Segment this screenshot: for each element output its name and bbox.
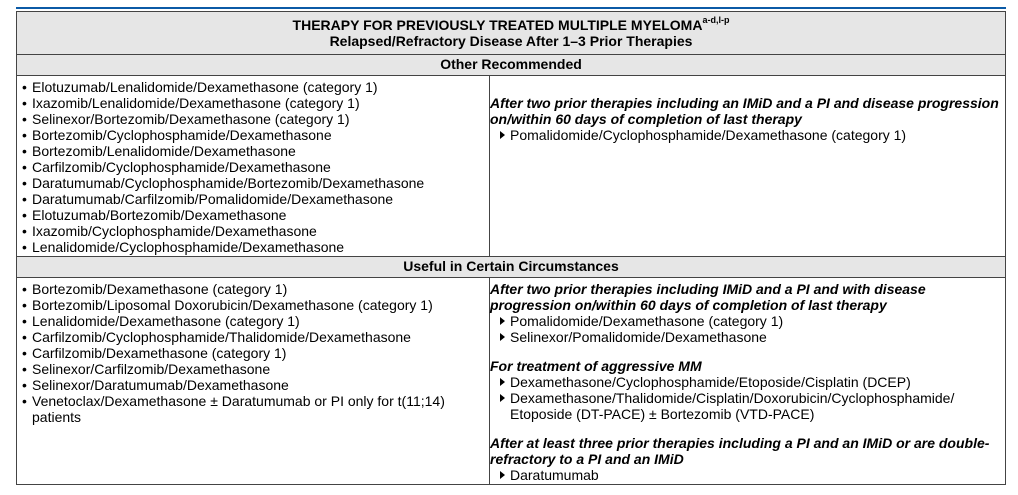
regimen-text: Daratumumab [510,467,599,483]
list-item [490,329,1005,345]
section-heading-useful-circumstances: Useful in Certain Circumstances [17,257,1006,278]
list-item: • Bortezomib/Liposomal Doxorubicin/Dexamethasone (category 1) [21,297,485,313]
footnote-superscript: a-d,l-p [702,15,730,26]
arrow-bullet-icon [500,317,505,325]
therapy-table [16,11,1006,485]
list-item [490,374,1005,390]
list-item [490,467,1005,483]
list-item [490,313,1005,329]
table-subtitle: Relapsed/Refractory Disease After 1–3 Prior Therapies [329,33,693,49]
condition-group [490,435,1005,483]
arrow-bullet-icon [500,131,505,139]
list-item: • Venetoclax/Dexamethasone ± Daratumumab or PI only for t(11;14) patients [21,393,485,425]
list-item: • Carfilzomib/Cyclophosphamide/Thalidomide/Dexamethasone [21,329,485,345]
arrow-bullet-icon [500,394,505,402]
list-item: • Carfilzomib/Cyclophosphamide/Dexamethasone [21,159,485,175]
condition-regimen-list [490,127,1005,143]
list-item: • Carfilzomib/Dexamethasone (category 1) [21,345,485,361]
list-item: • Daratumumab/Carfilzomib/Pomalidomide/Dexamethasone [21,191,485,207]
section-heading-other-recommended: Other Recommended [17,55,1006,76]
condition-text: After two prior therapies including an IMiD and a PI and disease progression on/within 60 days of completion of last therapy [490,95,999,127]
list-item: • Lenalidomide/Cyclophosphamide/Dexamethasone [21,239,485,255]
section-body-row [17,278,1006,485]
section-header-row [17,55,1006,76]
useful-right-cell [490,278,1006,485]
regimen-text: Dexamethasone/Thalidomide/Cisplatin/Doxorubicin/Cyclophosphamide/ Etoposide (DT-PACE) ± Bortezomib (VTD-PACE) [510,390,955,422]
list-item: • Elotuzumab/Bortezomib/Dexamethasone [21,207,485,223]
table-title-cell [17,12,1006,55]
list-item: • Daratumumab/Cyclophosphamide/Bortezomib/Dexamethasone [21,175,485,191]
regimen-text: Pomalidomide/Cyclophosphamide/Dexamethasone (category 1) [510,127,907,143]
list-item: • Elotuzumab/Lenalidomide/Dexamethasone (category 1) [21,79,485,95]
list-item: • Ixazomib/Cyclophosphamide/Dexamethasone [21,223,485,239]
arrow-bullet-icon [500,378,505,386]
regimen-text: Dexamethasone/Cyclophosphamide/Etoposide/Cisplatin (DCEP) [510,374,911,390]
condition-regimen-list [490,374,1005,422]
arrow-bullet-icon [500,471,505,479]
other-recommended-right-cell [490,76,1006,257]
other-recommended-left-cell [17,76,490,257]
list-item: • Selinexor/Bortezomib/Dexamethasone (category 1) [21,111,485,127]
list-item: • Bortezomib/Lenalidomide/Dexamethasone [21,143,485,159]
condition-text: After two prior therapies including IMiD and a PI and with disease progression on/within 60 days of completion of last therapy [490,281,926,313]
list-item [490,390,1005,422]
condition-regimen-list [490,467,1005,483]
list-item: • Selinexor/Daratumumab/Dexamethasone [21,377,485,393]
section-body-row [17,76,1006,257]
list-item: • Selinexor/Carfilzomib/Dexamethasone [21,361,485,377]
list-item [490,127,1005,143]
condition-text: After at least three prior therapies including a PI and an IMiD or are double-refractory to a PI and an IMiD [490,435,990,467]
condition-text: For treatment of aggressive MM [490,358,702,374]
table-title-row [17,12,1006,55]
table-title-text: THERAPY FOR PREVIOUSLY TREATED MULTIPLE MYELOMA [292,17,703,33]
useful-circumstances-list [17,281,489,425]
other-recommended-list [17,79,489,255]
list-item: • Bortezomib/Dexamethasone (category 1) [21,281,485,297]
condition-group [490,358,1005,422]
list-item: • Ixazomib/Lenalidomide/Dexamethasone (category 1) [21,95,485,111]
regimen-text: Pomalidomide/Dexamethasone (category 1) [510,313,784,329]
regimen-text: Selinexor/Pomalidomide/Dexamethasone [510,329,767,345]
list-item: • Bortezomib/Cyclophosphamide/Dexamethasone [21,127,485,143]
table-title [17,17,1005,33]
condition-group [490,281,1005,345]
condition-regimen-list [490,313,1005,345]
arrow-bullet-icon [500,333,505,341]
section-header-row [17,257,1006,278]
useful-left-cell [17,278,490,485]
header-rule [16,7,1006,9]
list-item: • Lenalidomide/Dexamethasone (category 1) [21,313,485,329]
